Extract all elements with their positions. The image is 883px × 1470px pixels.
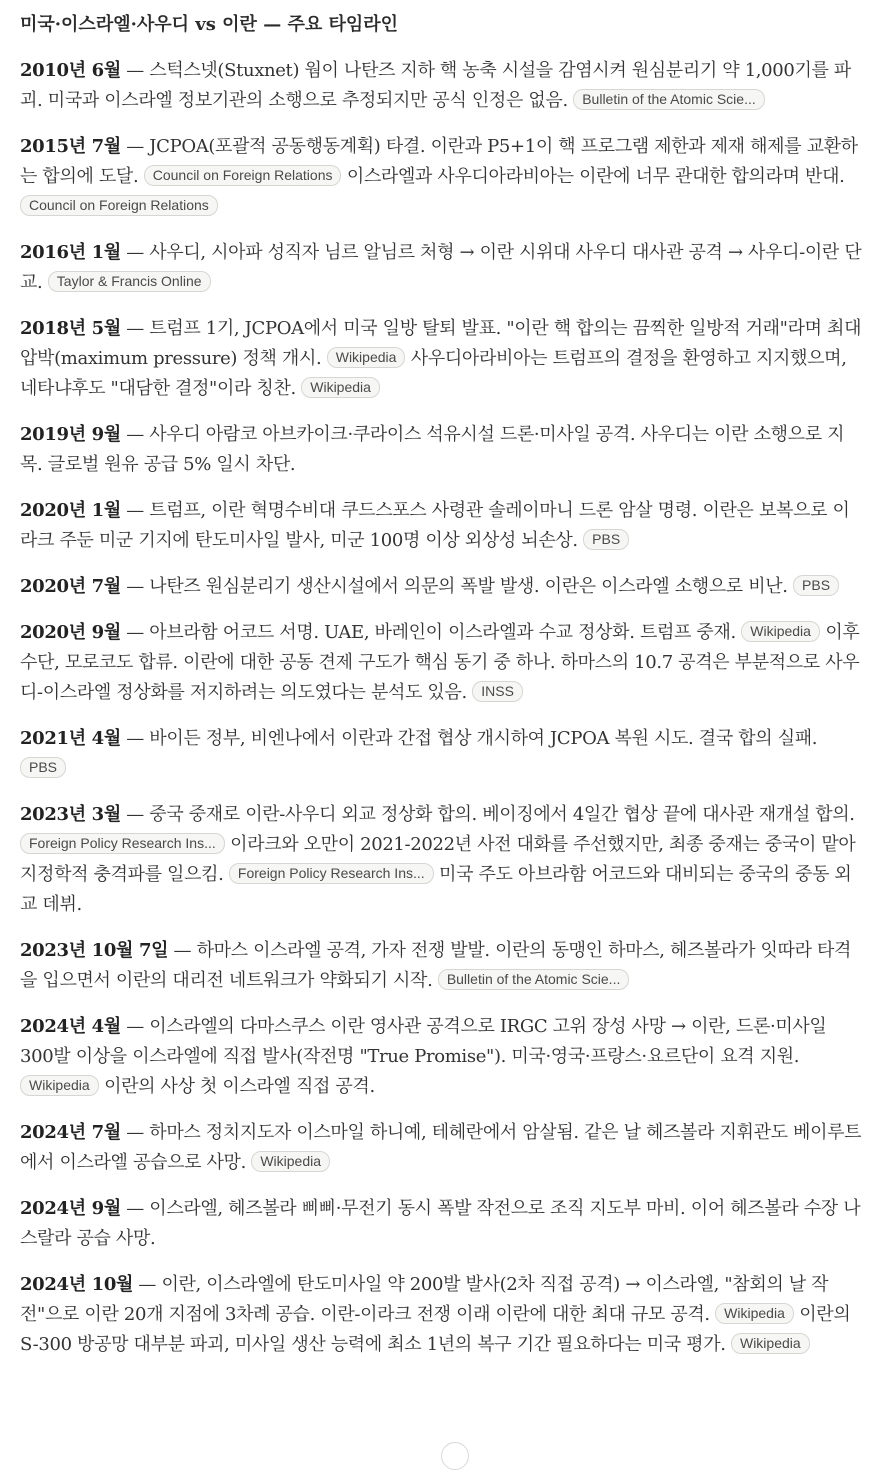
entry-separator: — bbox=[120, 424, 150, 445]
timeline-entry bbox=[20, 1012, 863, 1102]
entry-text: 하마스 정치지도자 이스마일 하니예, 테헤란에서 암살됨. 같은 날 헤즈볼라 지휘관도 베이루트에서 이스라엘 공습으로 사망. bbox=[20, 1122, 862, 1173]
timeline-entry bbox=[20, 936, 863, 996]
entry-separator: — bbox=[133, 1274, 162, 1295]
source-link-chip[interactable]: Council on Foreign Relations bbox=[144, 165, 342, 186]
entry-text: 이란의 S-300 방공망 대부분 파괴, 미사일 생산 능력에 최소 1년의 복구 기간 필요하다는 미국 평가. bbox=[20, 1304, 851, 1355]
entry-date: 2024년 10월 bbox=[20, 1274, 134, 1295]
entry-date: 2018년 5월 bbox=[20, 318, 121, 339]
entry-date: 2021년 4월 bbox=[20, 728, 121, 749]
entry-separator: — bbox=[120, 1198, 150, 1219]
entry-separator: — bbox=[120, 500, 150, 521]
entry-separator: — bbox=[120, 622, 150, 643]
entry-separator: — bbox=[120, 728, 150, 749]
entry-date: 2024년 7월 bbox=[20, 1122, 121, 1143]
source-link-chip[interactable]: Foreign Policy Research Ins... bbox=[229, 863, 434, 884]
entry-date: 2024년 9월 bbox=[20, 1198, 121, 1219]
source-link-chip[interactable]: PBS bbox=[583, 529, 629, 550]
source-link-chip[interactable]: Wikipedia bbox=[20, 1075, 99, 1096]
source-link-chip[interactable]: Taylor & Francis Online bbox=[48, 271, 211, 292]
source-link-chip[interactable]: Wikipedia bbox=[741, 621, 820, 642]
timeline-entry bbox=[20, 572, 863, 602]
timeline-list bbox=[20, 56, 863, 1360]
source-link-chip[interactable]: Council on Foreign Relations bbox=[20, 195, 218, 216]
entry-date: 2024년 4월 bbox=[20, 1016, 121, 1037]
entry-date: 2020년 1월 bbox=[20, 500, 121, 521]
entry-date: 2023년 10월 7일 bbox=[20, 940, 169, 961]
entry-text: 이스라엘, 헤즈볼라 삐삐·무전기 동시 폭발 작전으로 조직 지도부 마비. 이어 헤즈볼라 수장 나스랄라 공습 사망. bbox=[20, 1198, 861, 1249]
timeline-entry bbox=[20, 496, 863, 556]
timeline-entry bbox=[20, 56, 863, 116]
entry-date: 2020년 7월 bbox=[20, 576, 121, 597]
source-link-chip[interactable]: Wikipedia bbox=[731, 1333, 810, 1354]
page-title: 미국·이스라엘·사우디 vs 이란 — 주요 타임라인 bbox=[20, 14, 399, 35]
entry-text: 이라크와 오만이 2021-2022년 사전 대화를 주선했지만, 최종 중재는 중국이 맡아 지정학적 충격파를 일으킴. bbox=[20, 834, 856, 885]
entry-text: 미국 주도 아브라함 어코드와 대비되는 중국의 중동 외교 데뷔. bbox=[20, 864, 852, 915]
entry-separator: — bbox=[120, 318, 150, 339]
entry-text: 이후 수단, 모로코도 합류. 이란에 대한 공동 견제 구도가 핵심 동기 중 하나. 하마스의 10.7 공격은 부분적으로 사우디-이스라엘 정상화를 저지하려는 의도였다는 분석도 있음. bbox=[20, 622, 860, 703]
entry-text: 이란, 이스라엘에 탄도미사일 약 200발 발사(2차 직접 공격) → 이스라엘, "참회의 날 작전"으로 이란 20개 지점에 3차례 공습. 이란-이라크 전쟁 이래 이란에 대한 최대 규모 공격. bbox=[20, 1274, 829, 1325]
entry-separator: — bbox=[120, 242, 150, 263]
entry-date: 2020년 9월 bbox=[20, 622, 121, 643]
entry-date: 2010년 6월 bbox=[20, 60, 121, 81]
entry-text: 나탄즈 원심분리기 생산시설에서 의문의 폭발 발생. 이란은 이스라엘 소행으로 비난. bbox=[149, 576, 794, 597]
source-link-chip[interactable]: Bulletin of the Atomic Scie... bbox=[573, 89, 765, 110]
entry-separator: — bbox=[120, 136, 150, 157]
entry-separator: — bbox=[120, 576, 150, 597]
entry-text: 이스라엘과 사우디아라비아는 이란에 너무 관대한 합의라며 반대. bbox=[341, 166, 845, 187]
scroll-down-button[interactable] bbox=[441, 1442, 469, 1470]
entry-text: 트럼프 1기, JCPOA에서 미국 일방 탈퇴 발표. "이란 핵 합의는 끔찍한 일방적 거래"라며 최대 압박(maximum pressure) 정책 개시. bbox=[20, 318, 862, 369]
timeline-entry bbox=[20, 724, 863, 784]
timeline-entry bbox=[20, 238, 863, 298]
timeline-entry bbox=[20, 1118, 863, 1178]
entry-text: JCPOA(포괄적 공동행동계획) 타결. 이란과 P5+1이 핵 프로그램 제한과 제재 해제를 교환하는 합의에 도달. bbox=[20, 136, 858, 187]
timeline-entry bbox=[20, 314, 863, 404]
source-link-chip[interactable]: PBS bbox=[20, 757, 66, 778]
source-link-chip[interactable]: Bulletin of the Atomic Scie... bbox=[438, 969, 630, 990]
timeline-entry bbox=[20, 1270, 863, 1360]
source-link-chip[interactable]: Wikipedia bbox=[301, 377, 380, 398]
entry-text: 하마스 이스라엘 공격, 가자 전쟁 발발. 이란의 동맹인 하마스, 헤즈볼라가 잇따라 타격을 입으면서 이란의 대리전 네트워크가 약화되기 시작. bbox=[20, 940, 852, 991]
timeline-entry bbox=[20, 1194, 863, 1254]
source-link-chip[interactable]: Wikipedia bbox=[251, 1151, 330, 1172]
entry-date: 2015년 7월 bbox=[20, 136, 121, 157]
source-link-chip[interactable]: Wikipedia bbox=[327, 347, 406, 368]
entry-text: 사우디, 시아파 성직자 님르 알님르 처형 → 이란 시위대 사우디 대사관 공격 → 사우디-이란 단교. bbox=[20, 242, 862, 293]
timeline-entry bbox=[20, 420, 863, 480]
entry-date: 2023년 3월 bbox=[20, 804, 121, 825]
entry-text: 중국 중재로 이란-사우디 외교 정상화 합의. 베이징에서 4일간 협상 끝에 대사관 재개설 합의. bbox=[149, 804, 855, 825]
entry-text: 사우디아라비아는 트럼프의 결정을 환영하고 지지했으며, 네타냐후도 "대담한 결정"이라 칭찬. bbox=[20, 348, 847, 399]
entry-text: 이란의 사상 첫 이스라엘 직접 공격. bbox=[98, 1076, 375, 1097]
entry-text: 아브라함 어코드 서명. UAE, 바레인이 이스라엘과 수교 정상화. 트럼프 중재. bbox=[149, 622, 742, 643]
entry-text: 사우디 아람코 아브카이크·쿠라이스 석유시설 드론·미사일 공격. 사우디는 이란 소행으로 지목. 글로벌 원유 공급 5% 일시 차단. bbox=[20, 424, 845, 475]
timeline-entry bbox=[20, 618, 863, 708]
entry-text: 스턱스넷(Stuxnet) 웜이 나탄즈 지하 핵 농축 시설을 감염시켜 원심분리기 약 1,000기를 파괴. 미국과 이스라엘 정보기관의 소행으로 추정되지만 공식 인정은 없음. bbox=[20, 60, 851, 111]
entry-separator: — bbox=[168, 940, 197, 961]
source-link-chip[interactable]: Wikipedia bbox=[715, 1303, 794, 1324]
source-link-chip[interactable]: PBS bbox=[793, 575, 839, 596]
source-link-chip[interactable]: Foreign Policy Research Ins... bbox=[20, 833, 225, 854]
timeline-entry bbox=[20, 800, 863, 920]
entry-text: 트럼프, 이란 혁명수비대 쿠드스포스 사령관 솔레이마니 드론 암살 명령. 이란은 보복으로 이라크 주둔 미군 기지에 탄도미사일 발사, 미군 100명 이상 외상성 뇌손상. bbox=[20, 500, 850, 551]
timeline-entry bbox=[20, 132, 863, 222]
entry-separator: — bbox=[120, 804, 150, 825]
entry-text: 바이든 정부, 비엔나에서 이란과 간접 협상 개시하여 JCPOA 복원 시도. 결국 합의 실패. bbox=[149, 728, 818, 749]
entry-date: 2019년 9월 bbox=[20, 424, 121, 445]
entry-date: 2016년 1월 bbox=[20, 242, 121, 263]
entry-separator: — bbox=[120, 1016, 150, 1037]
source-link-chip[interactable]: INSS bbox=[472, 681, 523, 702]
entry-separator: — bbox=[120, 60, 150, 81]
entry-text: 이스라엘의 다마스쿠스 이란 영사관 공격으로 IRGC 고위 장성 사망 → 이란, 드론·미사일 300발 이상을 이스라엘에 직접 발사(작전명 "True Promise"). 미국·영국·프랑스·요르단이 요격 지원. bbox=[20, 1016, 827, 1067]
entry-separator: — bbox=[120, 1122, 150, 1143]
